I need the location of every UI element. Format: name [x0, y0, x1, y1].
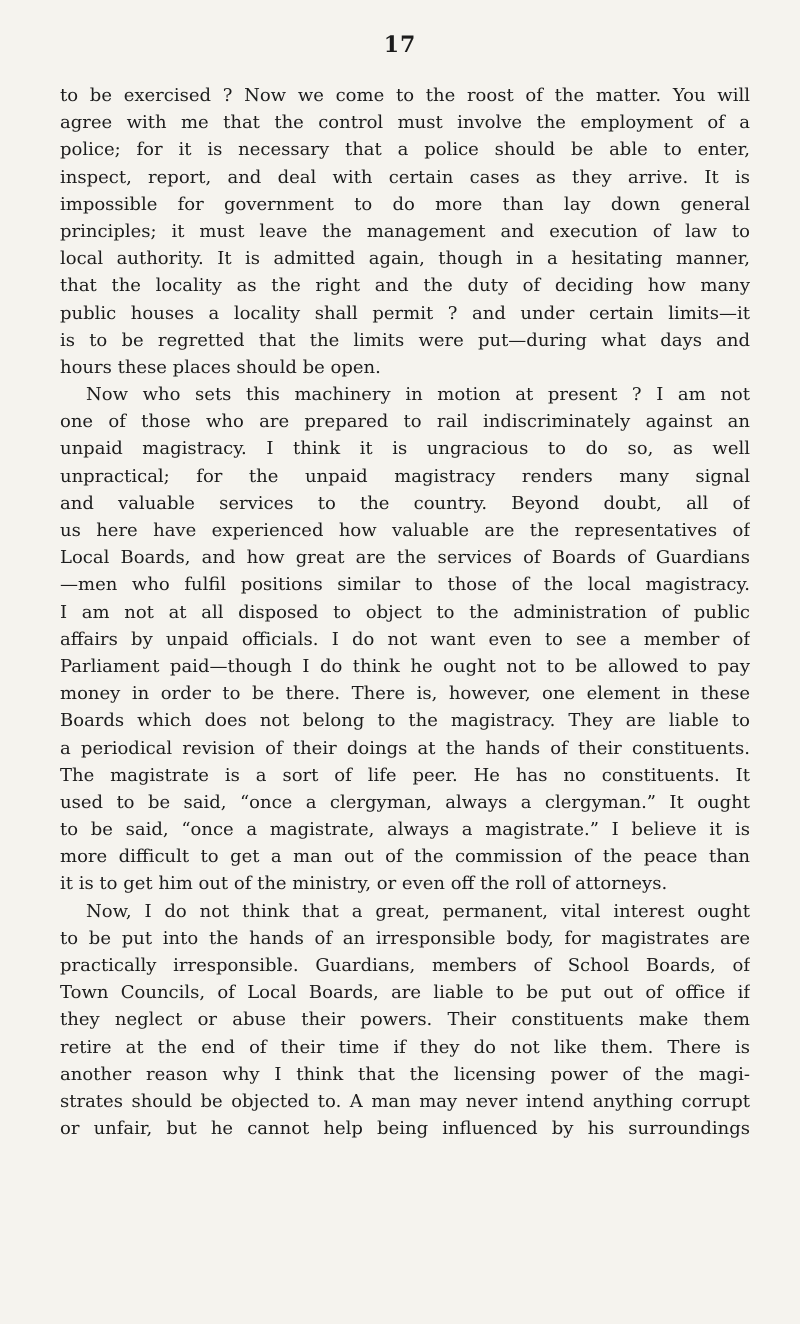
text-line: Now who sets this machinery in motion at present ? I am not [86, 384, 750, 406]
text-line: unpaid magistracy. I think it is ungracious to do so, as well [60, 438, 750, 460]
body-text [60, 82, 750, 1142]
text-line: it is to get him out of the ministry, or even off the roll of attorneys. [60, 873, 668, 895]
text-line: Boards which does not belong to the magistracy. They are liable to [60, 710, 750, 732]
text-line: Now, I do not think that a great, permanent, vital interest ought [86, 900, 750, 922]
text-line: a periodical revision of their doings at the hands of their constituents. [60, 737, 750, 759]
page-number: 17 [383, 32, 417, 58]
text-line: retire at the end of their time if they do not like them. There is [60, 1036, 750, 1058]
text-line: principles; it must leave the management and execution of law to [60, 220, 750, 242]
text-line: affairs by unpaid officials. I do not want even to see a member of [60, 628, 750, 650]
text-line: strates should be objected to. A man may never intend anything corrupt [60, 1090, 750, 1112]
text-line: The magistrate is a sort of life peer. He has no constituents. It [60, 764, 750, 786]
text-line: to be exercised ? Now we come to the roost of the matter. You will [60, 85, 750, 106]
text-line: us here have experienced how valuable are the representatives of [60, 520, 750, 541]
text-line: and valuable services to the country. Beyond doubt, all of [60, 492, 750, 514]
text-line: one of those who are prepared to rail indiscriminately against an [60, 411, 750, 433]
text-line: agree with me that the control must involve the employment of a [60, 112, 750, 134]
text-line: hours these places should be open. [60, 356, 381, 378]
text-line: more difficult to get a man out of the commission of the peace than [60, 846, 750, 868]
text-line: another reason why I think that the licensing power of the magi- [60, 1063, 750, 1085]
text-line: practically irresponsible. Guardians, members of School Boards, of [60, 955, 750, 976]
text-line: that the locality as the right and the duty of deciding how many [60, 275, 750, 297]
text-line: I am not at all disposed to object to the administration of public [60, 601, 750, 623]
text-line: or unfair, but he cannot help being influenced by his surroundings [60, 1118, 750, 1140]
text-line: Local Boards, and how great are the services of Boards of Guardians [60, 547, 750, 569]
text-line: used to be said, “once a clergyman, always a clergyman.” It ought [60, 791, 750, 813]
text-line: they neglect or abuse their powers. Their constituents make them [60, 1009, 750, 1031]
text-line: public houses a locality shall permit ? and under certain limits—it [60, 302, 750, 324]
text-line: to be put into the hands of an irresponsible body, for magistrates are [60, 927, 750, 949]
text-line: is to be regretted that the limits were put—during what days and [60, 329, 750, 351]
text-line: money in order to be there. There is, however, one element in these [60, 683, 750, 705]
text-line: police; for it is necessary that a police should be able to enter, [60, 139, 750, 161]
text-line: Parliament paid—though I do think he ought not to be allowed to pay [60, 655, 750, 677]
text-line: impossible for government to do more than lay down general [60, 193, 750, 215]
text-line: Town Councils, of Local Boards, are liable to be put out of office if [60, 982, 750, 1004]
text-line: local authority. It is admitted again, though in a hesitating manner, [60, 248, 750, 270]
text-line: —men who fulfil positions similar to those of the local magistracy. [60, 574, 750, 596]
text-line: to be said, “once a magistrate, always a magistrate.” I believe it is [60, 819, 750, 841]
text-line: unpractical; for the unpaid magistracy renders many signal [60, 465, 750, 487]
text-line: inspect, report, and deal with certain cases as they arrive. It is [60, 166, 750, 188]
